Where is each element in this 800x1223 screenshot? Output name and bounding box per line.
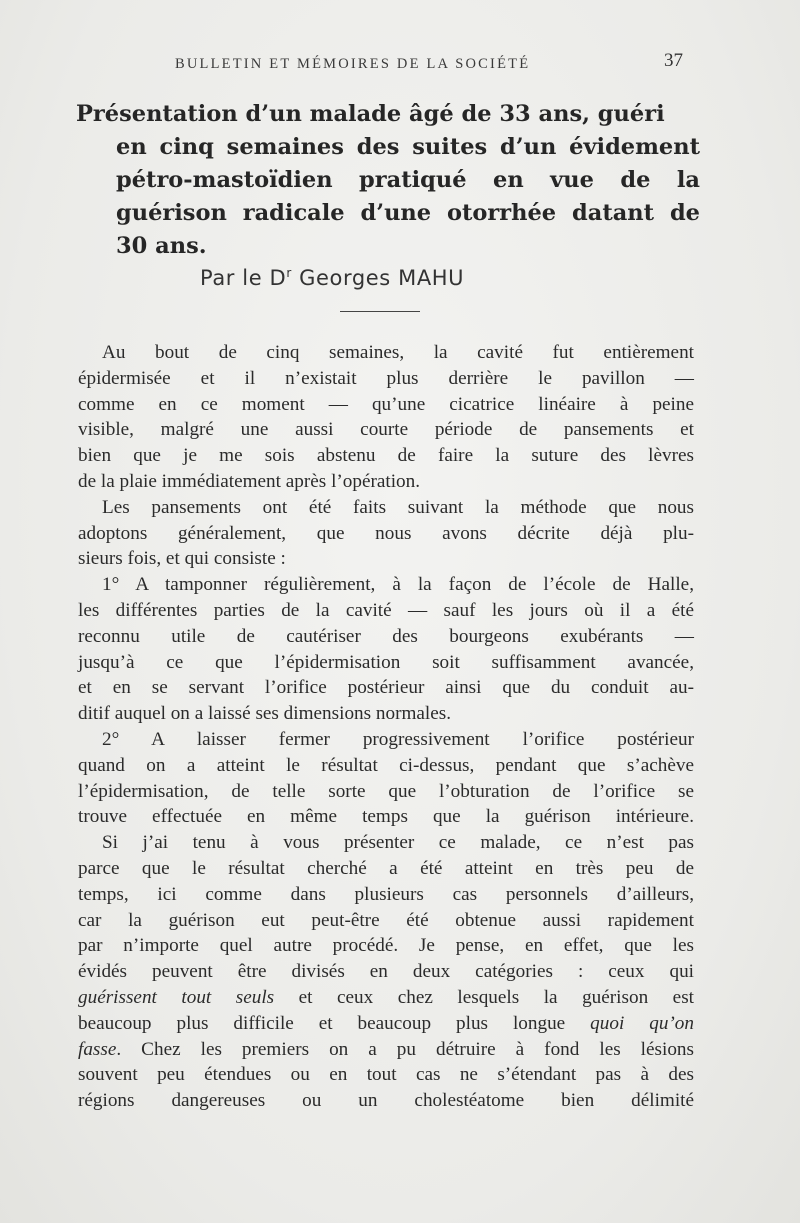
body-line-post: . Chez les premiers on a pu détruire à fond les lésions (116, 1038, 694, 1060)
body-line: trouve effectuée en même temps que la guérison intérieure. (78, 806, 694, 828)
body-line: comme en ce moment — qu’une cicatrice linéaire à peine (78, 393, 694, 415)
body-line (78, 985, 694, 1011)
body-line: 1° A tamponner régulièrement, à la façon de l’école de Halle, (102, 574, 694, 596)
body-line: et en se servant l’orifice postérieur ainsi que du conduit au- (78, 677, 694, 699)
article-title (76, 98, 700, 263)
body-line: quand on a atteint le résultat ci-dessus, pendant que s’achève (78, 754, 694, 776)
body-line (78, 1011, 694, 1037)
body-line-pre: beaucoup plus difficile et beaucoup plus longue (78, 1012, 591, 1034)
byline-prefix: Par le D (200, 266, 287, 290)
body-line: les différentes parties de la cavité — sauf les jours où il a été (78, 599, 694, 621)
page-number: 37 (664, 50, 683, 71)
body-line: 2° A laisser fermer progressivement l’orifice postérieur (102, 728, 694, 750)
body-text (78, 340, 694, 1114)
body-line: Si j’ai tenu à vous présenter ce malade, ce n’est pas (102, 832, 694, 854)
body-line: sieurs fois, et qui consiste : (78, 548, 286, 570)
body-line-italic: fasse (78, 1038, 117, 1060)
title-line: pétro-mastoïdien pratiqué en vue de la (116, 167, 700, 193)
body-line: par n’importe quel autre procédé. Je pense, en effet, que les (78, 935, 694, 957)
body-line: l’épidermisation, de telle sorte que l’obturation de l’orifice se (78, 780, 694, 802)
body-line: car la guérison eut peut-être été obtenue aussi rapidement (78, 909, 694, 931)
running-head: BULLETIN ET MÉMOIRES DE LA SOCIÉTÉ (175, 56, 531, 72)
body-line: visible, malgré une aussi courte période de pansements et (78, 419, 694, 441)
body-line-italic: quoi qu’on (590, 1012, 694, 1034)
byline-author: Georges MAHU (291, 266, 465, 290)
body-line: ditif auquel on a laissé ses dimensions normales. (78, 703, 452, 725)
body-line: jusqu’à ce que l’épidermisation soit suffisamment avancée, (78, 651, 694, 673)
byline-sup: r (286, 266, 292, 280)
body-line: parce que le résultat cherché a été atteint en très peu de (78, 857, 694, 879)
body-line: épidermisée et il n’existait plus derrière le pavillon — (78, 367, 694, 389)
body-line-italic: guérissent tout seuls (78, 986, 275, 1008)
separator-rule (340, 311, 420, 312)
body-line (78, 1037, 694, 1063)
body-line: Au bout de cinq semaines, la cavité fut entièrement (102, 342, 694, 363)
title-line: guérison radicale d’une otorrhée datant de (116, 200, 700, 226)
body-line: souvent peu étendues ou en tout cas ne s’étendant pas à des (78, 1064, 694, 1086)
title-line: Présentation d’un malade âgé de 33 ans, guéri (76, 101, 665, 127)
title-line: 30 ans. (116, 233, 207, 259)
body-line: Les pansements ont été faits suivant la méthode que nous (102, 496, 694, 518)
body-line-post: et ceux chez lesquels la guérison est (274, 986, 694, 1008)
body-line: régions dangereuses ou un cholestéatome bien délimité (78, 1090, 694, 1112)
author-byline (200, 266, 464, 290)
body-line: reconnu utile de cautériser des bourgeons exubérants — (78, 625, 694, 647)
body-line: adoptons généralement, que nous avons décrite déjà plu- (78, 522, 694, 544)
body-line: temps, ici comme dans plusieurs cas personnels d’ailleurs, (78, 883, 694, 905)
title-line: en cinq semaines des suites d’un évidement (116, 134, 700, 160)
body-line: bien que je me sois abstenu de faire la suture des lèvres (78, 445, 694, 467)
body-line: de la plaie immédiatement après l’opération. (78, 470, 421, 492)
body-line: évidés peuvent être divisés en deux catégories : ceux qui (78, 961, 694, 983)
